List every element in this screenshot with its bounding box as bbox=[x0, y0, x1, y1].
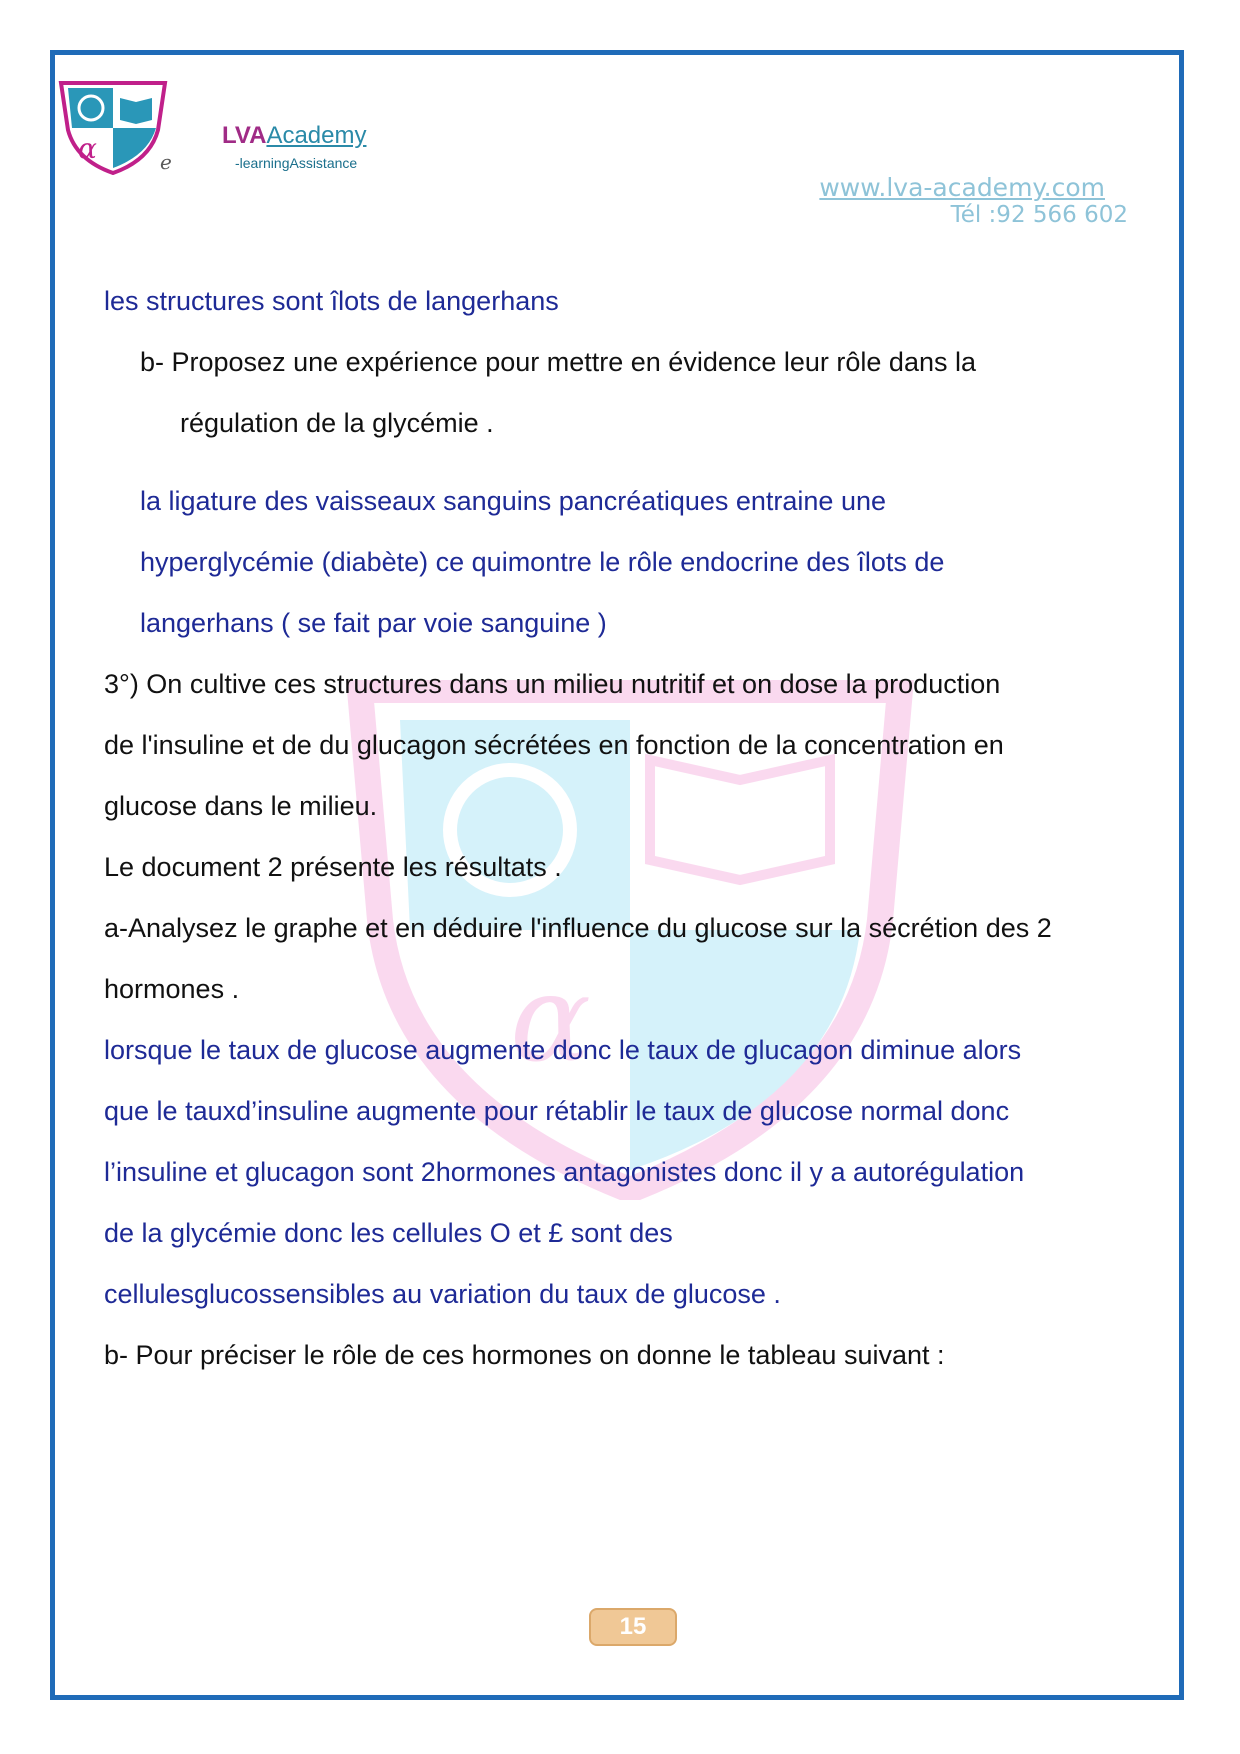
brand-academy: Academy bbox=[266, 122, 367, 149]
answer-line: de la glycémie donc les cellules O et £ sont des bbox=[104, 1218, 673, 1248]
website-link[interactable]: www.lva-academy.com bbox=[819, 173, 1105, 202]
answer-line: cellulesglucossensibles au variation du taux de glucose . bbox=[104, 1279, 781, 1309]
answer-line: la ligature des vaisseaux sanguins pancréatiques entraine une bbox=[140, 486, 886, 516]
logo-letter: e bbox=[160, 150, 172, 174]
question-line: b- Proposez une expérience pour mettre en évidence leur rôle dans la bbox=[140, 347, 976, 377]
answer-line: l’insuline et glucagon sont 2hormones antagonistes donc il y a autorégulation bbox=[104, 1157, 1025, 1187]
brand-lva: LVA bbox=[222, 122, 267, 149]
brand-tagline: -learningAssistance bbox=[235, 155, 358, 171]
lva-logo-icon bbox=[58, 80, 168, 175]
answer-line: langerhans ( se fait par voie sanguine ) bbox=[140, 608, 607, 638]
question-line: Le document 2 présente les résultats . bbox=[104, 852, 562, 882]
question-line: hormones . bbox=[104, 974, 240, 1004]
answer-line: les structures sont îlots de langerhans bbox=[104, 286, 559, 316]
answer-line: que le tauxd’insuline augmente pour rétablir le taux de glucose normal donc bbox=[104, 1096, 1010, 1126]
page-number-badge: 15 bbox=[589, 1608, 677, 1646]
question-line: régulation de la glycémie . bbox=[180, 408, 494, 438]
brand-name bbox=[222, 122, 366, 150]
question-line: b- Pour préciser le rôle de ces hormones on donne le tableau suivant : bbox=[104, 1340, 945, 1370]
svg-text:α: α bbox=[78, 132, 97, 165]
question-line: glucose dans le milieu. bbox=[104, 791, 378, 821]
question-line: 3°) On cultive ces structures dans un milieu nutritif et on dose la production bbox=[104, 669, 1001, 699]
svg-text:α: α bbox=[510, 950, 592, 1089]
phone-number: Tél :92 566 602 bbox=[950, 202, 1128, 228]
question-line: a-Analysez le graphe et en déduire l'influence du glucose sur la sécrétion des 2 bbox=[104, 913, 1052, 943]
question-line: de l'insuline et de du glucagon sécrétées en fonction de la concentration en bbox=[104, 730, 1004, 760]
answer-line: hyperglycémie (diabète) ce quimontre le rôle endocrine des îlots de bbox=[140, 547, 945, 577]
answer-line: lorsque le taux de glucose augmente donc le taux de glucagon diminue alors bbox=[104, 1035, 1022, 1065]
